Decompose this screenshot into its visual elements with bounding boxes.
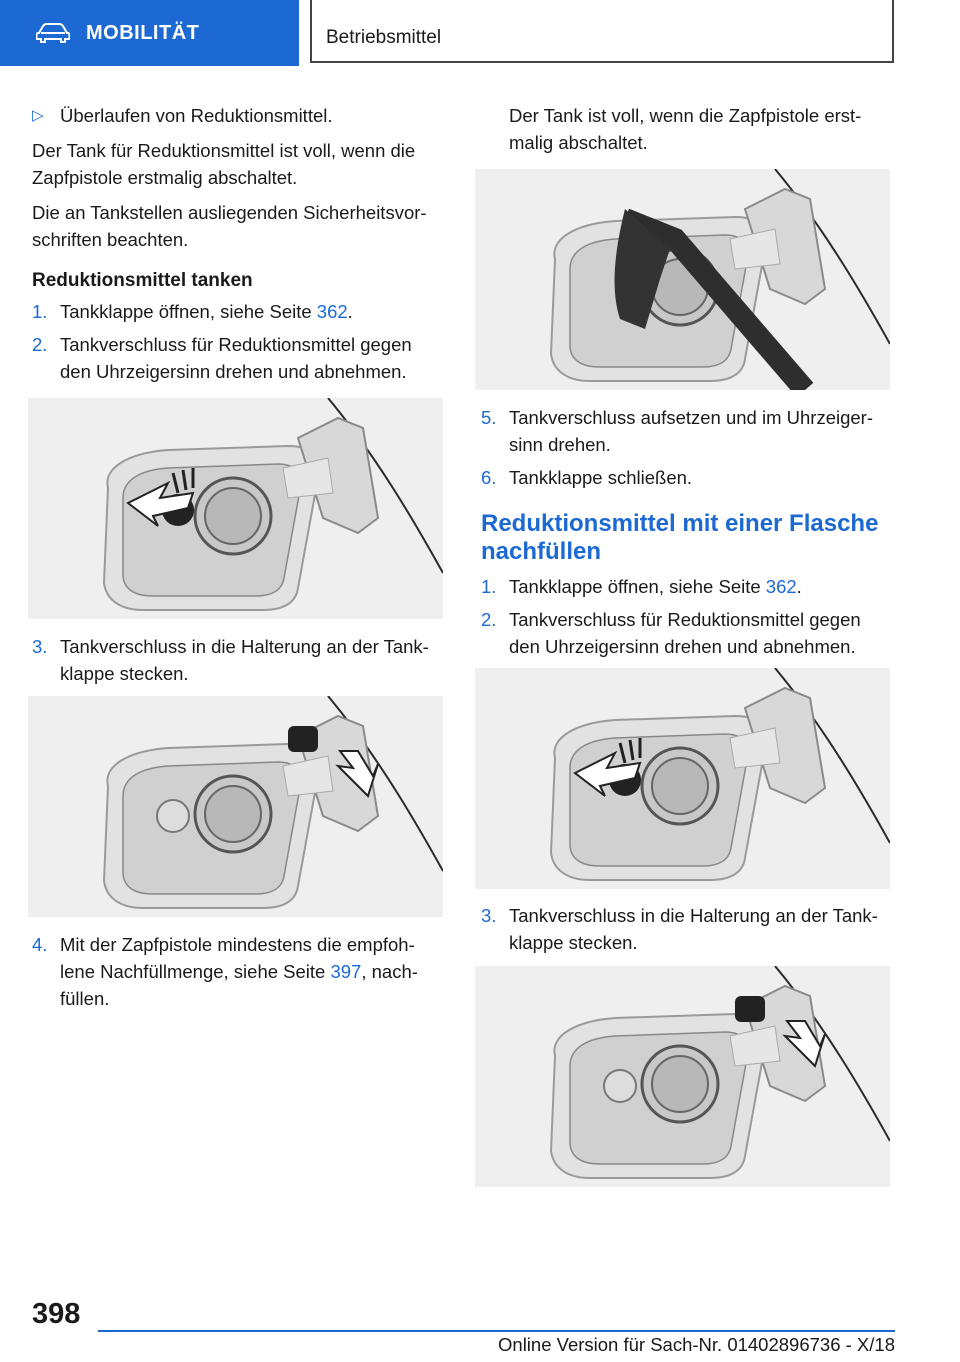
illustration-nozzle <box>475 169 890 390</box>
section-heading: Reduktionsmittel mit einer Flasche nachfüllen <box>481 510 879 565</box>
chapter-tab[interactable] <box>310 0 894 63</box>
footer-text: Online Version für Sach-Nr. 01402896736 - X/18 <box>498 1334 895 1355</box>
left-step3 <box>32 633 446 693</box>
triangle-right-icon: ▷ <box>32 107 44 124</box>
paragraph: Der Tank ist voll, wenn die Zapfpistole erst-malig abschaltet. <box>509 105 862 153</box>
list-item <box>32 931 446 1012</box>
step-number: 5. <box>481 407 497 428</box>
list-item <box>481 404 893 458</box>
left-step4 <box>32 931 446 1018</box>
right-steps-a <box>481 404 893 497</box>
step-number: 1. <box>481 576 497 597</box>
list-item <box>481 464 893 491</box>
list-item <box>481 606 893 660</box>
list-item <box>32 633 446 687</box>
page-link[interactable]: 397 <box>330 961 362 982</box>
list-item <box>481 573 893 600</box>
step-text: Tankverschluss für Reduktionsmittel gegen den Uhrzeigersinn drehen und abnehmen. <box>60 334 412 382</box>
step-number: 4. <box>32 934 48 955</box>
footer-divider <box>98 1330 895 1332</box>
section-title: MOBILITÄT <box>86 21 200 44</box>
illustration-unscrew-cap <box>475 668 890 889</box>
step-number: 1. <box>32 301 48 322</box>
list-item <box>481 902 893 956</box>
page-number: 398 <box>32 1298 81 1330</box>
warning-text: Überlaufen von Reduktionsmittel. <box>60 105 333 126</box>
step-text: Tankklappe öffnen, siehe Seite 362. <box>60 301 353 322</box>
left-column-top <box>32 102 446 391</box>
list-item <box>32 331 446 385</box>
paragraph: Der Tank für Reduktionsmittel ist voll, wenn die Zapfpistole erstmalig abschaltet. <box>32 140 416 188</box>
step-number: 3. <box>32 636 48 657</box>
illustration-cap-holder <box>475 966 890 1187</box>
right-para <box>509 102 893 164</box>
section-heading: Reduktionsmittel tanken <box>32 270 253 291</box>
illustration-cap-holder <box>28 696 443 917</box>
right-heading-block <box>481 510 893 566</box>
page-link[interactable]: 362 <box>765 576 797 597</box>
step-number: 2. <box>481 609 497 630</box>
step-text: Tankverschluss in die Halterung an der Tank-klappe stecken. <box>509 905 878 953</box>
step-number: 6. <box>481 467 497 488</box>
step-number: 3. <box>481 905 497 926</box>
chapter-title: Betriebsmittel <box>326 26 442 48</box>
page-link[interactable]: 362 <box>316 301 348 322</box>
illustration-unscrew-cap <box>28 398 443 619</box>
step-text: Tankklappe schließen. <box>509 467 693 488</box>
car-icon <box>36 23 70 43</box>
step-text: Tankverschluss aufsetzen und im Uhrzeiger-sinn drehen. <box>509 407 873 455</box>
right-steps-b <box>481 573 893 666</box>
section-tab[interactable] <box>0 0 299 66</box>
right-step3 <box>481 902 893 962</box>
list-item <box>32 298 446 325</box>
paragraph: Die an Tankstellen ausliegenden Sicherheitsvor-schriften beachten. <box>32 202 427 250</box>
step-text: Tankklappe öffnen, siehe Seite 362. <box>509 576 802 597</box>
warning-row <box>32 102 446 129</box>
step-text: Tankverschluss für Reduktionsmittel gegen den Uhrzeigersinn drehen und abnehmen. <box>509 609 861 657</box>
step-text: Mit der Zapfpistole mindestens die empfoh-lene Nachfüllmenge, siehe Seite 397, nach-füllen. <box>60 934 418 1009</box>
step-number: 2. <box>32 334 48 355</box>
step-text: Tankverschluss in die Halterung an der Tank-klappe stecken. <box>60 636 429 684</box>
